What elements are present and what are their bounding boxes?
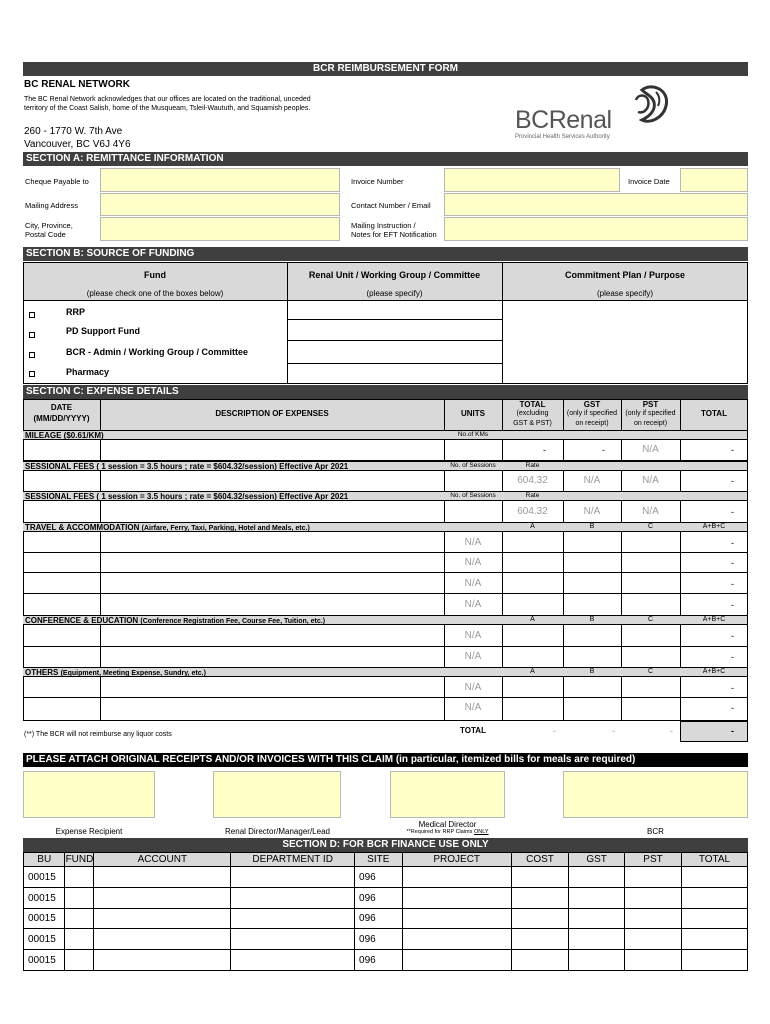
cheque-payable-input[interactable]	[100, 168, 340, 192]
gst-sub-1: (only if specified	[566, 410, 618, 417]
conference-total-1: -	[731, 631, 734, 641]
sessional-rate-1: 604.32	[517, 475, 548, 486]
funding-divider-2	[502, 263, 503, 383]
others-col-b: B	[589, 668, 595, 675]
travel-row-3[interactable]	[23, 573, 748, 594]
finance-header-pst: PST	[625, 853, 682, 867]
invoice-number-label: Invoice Number	[351, 177, 404, 186]
finance-header-total: TOTAL	[681, 853, 747, 867]
mailing-instruction-label-2: Notes for EFT Notification	[351, 230, 437, 239]
mileage-gst: -	[602, 445, 605, 455]
others-total-1: -	[731, 683, 734, 693]
no-sessions-label-2: No. of Sessions	[450, 492, 496, 499]
expense-recipient-signature[interactable]	[23, 771, 155, 818]
travel-col-a: A	[530, 523, 535, 530]
travel-total-1: -	[731, 538, 734, 548]
mileage-pst: N/A	[642, 444, 659, 455]
bcr-signature[interactable]	[563, 771, 748, 818]
rate-label-1: Rate	[525, 462, 540, 469]
grand-total-excl: -	[553, 726, 556, 736]
fund-checkbox-rrp[interactable]	[29, 312, 35, 318]
mailing-address-label: Mailing Address	[25, 201, 78, 210]
travel-units-4: N/A	[464, 599, 482, 610]
gst-header: GST	[583, 400, 601, 409]
grand-total-value: -	[731, 726, 734, 736]
conference-total-2: -	[731, 652, 734, 662]
mailing-address-input[interactable]	[100, 193, 340, 216]
renal-director-label: Renal Director/Manager/Lead	[225, 827, 330, 836]
bcr-label: BCR	[647, 827, 664, 836]
finance-row[interactable]	[24, 909, 748, 929]
mileage-category	[23, 430, 747, 440]
travel-col-abc: A+B+C	[702, 523, 726, 530]
contact-input[interactable]	[444, 193, 748, 216]
invoice-date-input[interactable]	[680, 168, 748, 192]
grand-total-gst: -	[612, 726, 615, 736]
cheque-payable-label: Cheque Payable to	[25, 177, 89, 186]
fund-subheader: (please check one of the boxes below)	[86, 289, 224, 298]
rrp-required-prefix: **Required for RRP Claims	[406, 829, 473, 835]
medical-director-signature[interactable]	[390, 771, 505, 818]
sessional-label-2: SESSIONAL FEES ( 1 session = 3.5 hours ; rate = $604.32/session) Effective Apr 2021	[25, 492, 349, 501]
pst-header: PST	[642, 400, 659, 409]
travel-units-3: N/A	[464, 578, 482, 589]
conference-col-b: B	[589, 616, 595, 623]
travel-col-b: B	[589, 523, 595, 530]
fund-label-pd: PD Support Fund	[66, 326, 140, 336]
travel-note: (Airfare, Ferry, Taxi, Parking, Hotel and Meals, etc.)	[141, 525, 310, 532]
travel-units-2: N/A	[464, 557, 482, 568]
fund-checkbox-bcr-admin[interactable]	[29, 352, 35, 358]
acknowledgement-line-1: The BC Renal Network acknowledges that our offices are located on the traditional, unceded	[24, 96, 311, 103]
no-sessions-label-1: No. of Sessions	[450, 462, 496, 469]
travel-row-1[interactable]	[23, 532, 748, 553]
finance-header-cost: COST	[511, 853, 568, 867]
address-line-2: Vancouver, BC V6J 4Y6	[24, 139, 131, 150]
gst-sub-2: on receipt)	[575, 420, 609, 427]
city-label-1: City, Province,	[25, 221, 73, 230]
grand-total-label: TOTAL	[460, 726, 486, 735]
conference-row-1[interactable]	[23, 625, 748, 647]
kidney-logo-icon	[626, 84, 674, 128]
conference-col-c: C	[647, 616, 654, 623]
city-label-2: Postal Code	[25, 230, 66, 239]
sessional-gst-1: N/A	[583, 475, 601, 486]
section-c-title: SECTION C: EXPENSE DETAILS	[23, 385, 748, 399]
renal-director-signature[interactable]	[213, 771, 341, 818]
fund-checkbox-pharmacy[interactable]	[29, 371, 35, 377]
others-units-1: N/A	[464, 682, 482, 693]
finance-row[interactable]	[24, 950, 748, 971]
travel-row-2[interactable]	[23, 553, 748, 573]
finance-site: 096	[355, 909, 403, 929]
travel-col-c: C	[647, 523, 654, 530]
travel-total-2: -	[731, 558, 734, 568]
conference-units-2: N/A	[464, 651, 482, 662]
rrp-required-note	[380, 829, 515, 835]
travel-total-4: -	[731, 600, 734, 610]
finance-bu: 00015	[24, 950, 65, 971]
funding-row-line-3	[287, 363, 503, 364]
others-total-2: -	[731, 703, 734, 713]
conference-note: (Conference Registration Fee, Course Fee, Tuition, etc.)	[140, 618, 326, 625]
others-units-2: N/A	[464, 702, 482, 713]
funding-divider-1	[287, 263, 288, 383]
form-title: BCR REIMBURSEMENT FORM	[23, 62, 748, 76]
finance-header-account: ACCOUNT	[94, 853, 231, 867]
sessional-gst-2: N/A	[583, 506, 601, 517]
others-col-a: A	[530, 668, 535, 675]
travel-label: TRAVEL & ACCOMMODATION	[25, 523, 140, 532]
finance-bu: 00015	[24, 929, 65, 950]
finance-site: 096	[355, 950, 403, 971]
liquor-note: (**) The BCR will not reimburse any liquor costs	[24, 731, 172, 738]
finance-site: 096	[355, 867, 403, 888]
finance-site: 096	[355, 929, 403, 950]
conference-units-1: N/A	[464, 630, 482, 641]
total-excl-sub-1: (excluding	[516, 410, 549, 417]
fund-label-rrp: RRP	[66, 307, 86, 317]
finance-header-fund: FUND	[65, 854, 94, 865]
finance-header-department: DEPARTMENT ID	[231, 853, 355, 867]
total-excl-sub-2: GST & PST)	[513, 420, 552, 427]
mileage-total-excl: -	[543, 445, 546, 455]
mailing-instruction-label-1: Mailing Instruction /	[351, 221, 416, 230]
funding-row-line-2	[287, 340, 503, 341]
description-header: DESCRIPTION OF EXPENSES	[215, 409, 329, 418]
others-label: OTHERS	[25, 668, 59, 677]
sessional-category-2	[23, 491, 747, 501]
conference-row-2[interactable]	[23, 647, 748, 667]
total-header: TOTAL	[701, 409, 727, 418]
mileage-label: MILEAGE ($0.61/KM)	[25, 431, 104, 440]
sessional-rate-2: 604.32	[517, 506, 548, 517]
rate-label-2: Rate	[525, 492, 540, 499]
plan-header: Commitment Plan / Purpose	[564, 270, 686, 280]
travel-total-3: -	[731, 579, 734, 589]
fund-label-bcr-admin: BCR - Admin / Working Group / Committee	[66, 347, 248, 357]
sessional-total-1: -	[731, 476, 734, 486]
attach-receipts-note: PLEASE ATTACH ORIGINAL RECEIPTS AND/OR INVOICES WITH THIS CLAIM (in particular, itemized bills for meals are required)	[23, 753, 748, 767]
sessional-pst-1: N/A	[642, 475, 659, 486]
sessional-pst-2: N/A	[642, 506, 659, 517]
mileage-total: -	[731, 445, 734, 455]
fund-checkbox-pd[interactable]	[29, 332, 35, 338]
fund-header: Fund	[144, 270, 166, 280]
finance-row[interactable]	[24, 929, 748, 950]
section-a-title: SECTION A: REMITTANCE INFORMATION	[23, 152, 748, 166]
section-d-title: SECTION D: FOR BCR FINANCE USE ONLY	[23, 838, 748, 852]
sessional-total-2: -	[731, 507, 734, 517]
finance-bu: 00015	[24, 867, 65, 888]
acknowledgement-line-2: territory of the Coast Salish, home of the Musqueam, Tsleil-Waututh, and Squamish peoples.	[24, 105, 311, 112]
finance-bu: 00015	[24, 888, 65, 909]
units-header: UNITS	[461, 409, 485, 418]
unit-subheader: (please specify)	[366, 289, 423, 298]
finance-bu: 00015	[24, 909, 65, 929]
contact-label: Contact Number / Email	[351, 201, 431, 210]
finance-header-site: SITE	[355, 853, 403, 867]
travel-units-1: N/A	[464, 537, 482, 548]
others-note: (Equipment, Meeting Expense, Sundry, etc.)	[60, 670, 206, 677]
finance-row[interactable]	[24, 888, 748, 909]
others-col-abc: A+B+C	[702, 668, 726, 675]
fund-label-pharmacy: Pharmacy	[66, 367, 110, 377]
travel-row-4[interactable]	[23, 594, 748, 616]
conference-col-a: A	[530, 616, 535, 623]
date-header-2: (MM/DD/YYYY)	[33, 414, 90, 423]
invoice-date-label: Invoice Date	[628, 177, 670, 186]
mailing-instruction-input[interactable]	[444, 217, 748, 241]
others-col-c: C	[647, 668, 654, 675]
conference-label: CONFERENCE & EDUCATION	[25, 616, 139, 625]
date-header-1: DATE	[50, 403, 73, 412]
rrp-required-only: ONLY	[473, 829, 489, 835]
finance-header-gst: GST	[569, 853, 625, 867]
total-excl-header: TOTAL	[519, 400, 546, 409]
funding-table	[23, 262, 748, 384]
invoice-number-input[interactable]	[444, 168, 620, 192]
others-row-2[interactable]	[23, 698, 748, 720]
finance-row[interactable]	[24, 867, 748, 888]
city-input[interactable]	[100, 217, 340, 241]
logo-wordmark: BCRenal	[515, 106, 612, 134]
finance-site: 096	[355, 888, 403, 909]
finance-header-row	[24, 853, 748, 867]
address-line-1: 260 - 1770 W. 7th Ave	[24, 126, 123, 137]
finance-header-project: PROJECT	[402, 853, 511, 867]
logo-subtitle: Provincial Health Services Authority	[515, 134, 610, 140]
conference-col-abc: A+B+C	[702, 616, 726, 623]
plan-subheader: (please specify)	[596, 289, 654, 298]
unit-header: Renal Unit / Working Group / Committee	[308, 270, 481, 280]
sessional-label-1: SESSIONAL FEES ( 1 session = 3.5 hours ; rate = $604.32/session) Effective Apr 2021	[25, 462, 349, 471]
pst-sub-2: on receipt)	[633, 420, 668, 427]
org-name: BC RENAL NETWORK	[24, 79, 130, 90]
finance-table	[23, 852, 748, 971]
others-row-1[interactable]	[23, 677, 748, 698]
section-b-title: SECTION B: SOURCE OF FUNDING	[23, 247, 748, 261]
pst-sub-1: (only if specified	[625, 410, 676, 417]
sessional-category-1	[23, 461, 747, 471]
funding-row-line-1	[287, 319, 503, 320]
bcrenal-logo	[513, 84, 683, 142]
grand-total-pst: -	[670, 726, 673, 736]
no-kms-label: No.of KMs	[457, 431, 489, 438]
medical-director-label: Medical Director	[418, 820, 477, 829]
expense-recipient-label: Expense Recipient	[55, 827, 123, 836]
finance-header-bu: BU	[24, 853, 65, 867]
